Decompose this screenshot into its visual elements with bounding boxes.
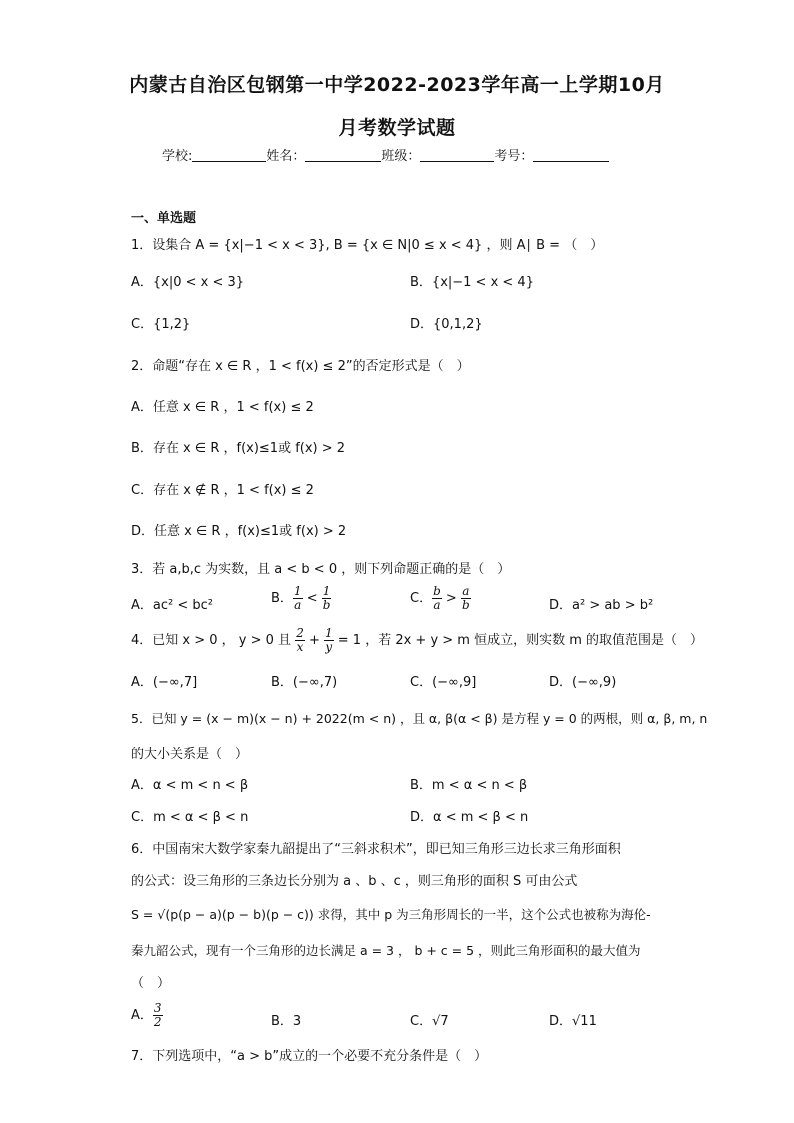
q6-stem-line2: 的公式：设三角形的三条边长分别为 a 、b 、c ，则三角形的面积 S 可由公式 [131,874,578,889]
q4-option-d: D．(−∞,9) [549,675,617,690]
q5-option-d: D．α < m < β < n [410,810,529,825]
fraction: $\frac{1}{b}$ [322,584,331,612]
class-blank[interactable] [420,148,494,162]
school-blank[interactable] [192,148,266,162]
q3-option-d: D．a² > ab > b² [549,598,654,613]
exam-title-line2: 月考数学试题 [338,117,456,139]
q1-stem: 1．设集合 A = {x|−1 < x < 3}, B = {x ∈ N|0 ≤ x < 4} ，则 A∣ B = （ ） [131,238,604,253]
student-info-row [162,145,609,164]
id-label: 考号： [494,149,534,164]
q3-stem: 3．若 a,b,c 为实数，且 a < b < 0 ，则下列命题正确的是（ ） [131,562,511,577]
q4-option-b: B．(−∞,7) [271,675,338,690]
q5-option-c: C．m < α < β < n [131,810,249,825]
q6-stem-line3: S = √(p(p − a)(p − b)(p − c)) 求得，其中 p 为三角形周长的一半，这个公式也被称为海伦- [131,907,651,922]
q2-option-c: C．存在 x ∉ R ，1 < f(x) ≤ 2 [131,483,314,498]
name-blank[interactable] [305,148,381,162]
q2-option-b: B．存在 x ∈ R ，f(x)≤1或 f(x) > 2 [131,441,346,456]
q6-stem-line5: （ ） [131,976,171,991]
fraction: $\frac{2}{x}$ [296,626,304,654]
q5-stem-line1: 5．已知 y = (x − m)(x − n) + 2022(m < n) ，且 α, β(α < β) 是方程 y = 0 的两根，则 α, β, m, n [131,711,708,726]
q3-option-c: C． $\frac{b}{a}$ > $\frac{a}{b}$ [410,584,470,612]
q2-option-d: D．任意 x ∈ R ，f(x)≤1或 f(x) > 2 [131,524,347,539]
fraction: $\frac{b}{a}$ [433,584,441,612]
q6-stem-line1: 6．中国南宋大数学家秦九韶提出了“三斜求积术”，即已知三角形三边长求三角形面积 [131,842,621,857]
section-title: 一、单选题 [131,211,197,226]
q5-option-a: A．α < m < n < β [131,778,249,793]
q2-option-a: A．任意 x ∈ R ，1 < f(x) ≤ 2 [131,400,314,415]
q6-option-c: C．√7 [410,1014,449,1029]
q3-option-b: B． $\frac{1}{a}$ < $\frac{1}{b}$ [271,584,331,612]
q3-option-a: A．ac² < bc² [131,598,213,613]
fraction: $\frac{3}{2}$ [153,1001,162,1029]
class-label: 班级： [381,149,421,164]
q6-option-a: A． $\frac{3}{2}$ [131,1001,162,1029]
q5-option-b: B．m < α < n < β [410,778,528,793]
q4-stem: 4．已知 x > 0 ， y > 0 且 $\frac{2}{x}$ + $\frac{1}{y}$ = 1 ，若 2x + y > m 恒成立，则实数 m 的取值范围是（ ） [131,626,704,654]
q6-stem-line4: 秦九韶公式，现有一个三角形的边长满足 a = 3 ， b + c = 5 ，则此三角形面积的最大值为 [131,943,641,958]
q6-option-d: D．√11 [549,1014,597,1029]
q1-option-c: C．{1,2} [131,317,191,332]
exam-title-line1: 内蒙古自治区包钢第一中学2022-2023学年高一上学期10月 [129,74,665,96]
fraction: $\frac{a}{b}$ [461,584,470,612]
q1-option-a: A．{x|0 < x < 3} [131,275,245,290]
q6-option-b: B．3 [271,1014,302,1029]
q2-stem: 2．命题“存在 x ∈ R ，1 < f(x) ≤ 2”的否定形式是（ ） [131,359,470,374]
q1-option-d: D．{0,1,2} [410,317,483,332]
fraction: $\frac{1}{a}$ [293,584,302,612]
name-label: 姓名： [266,149,306,164]
school-label: 学校: [162,149,193,164]
q1-option-b: B．{x|−1 < x < 4} [410,275,534,290]
q7-stem: 7．下列选项中，“a > b”成立的一个必要不充分条件是（ ） [131,1049,488,1064]
id-blank[interactable] [533,148,609,162]
q4-option-c: C．(−∞,9] [410,675,477,690]
q5-stem-line2: 的大小关系是（ ） [131,747,249,762]
q4-option-a: A．(−∞,7] [131,675,198,690]
fraction: $\frac{1}{y}$ [325,626,333,654]
